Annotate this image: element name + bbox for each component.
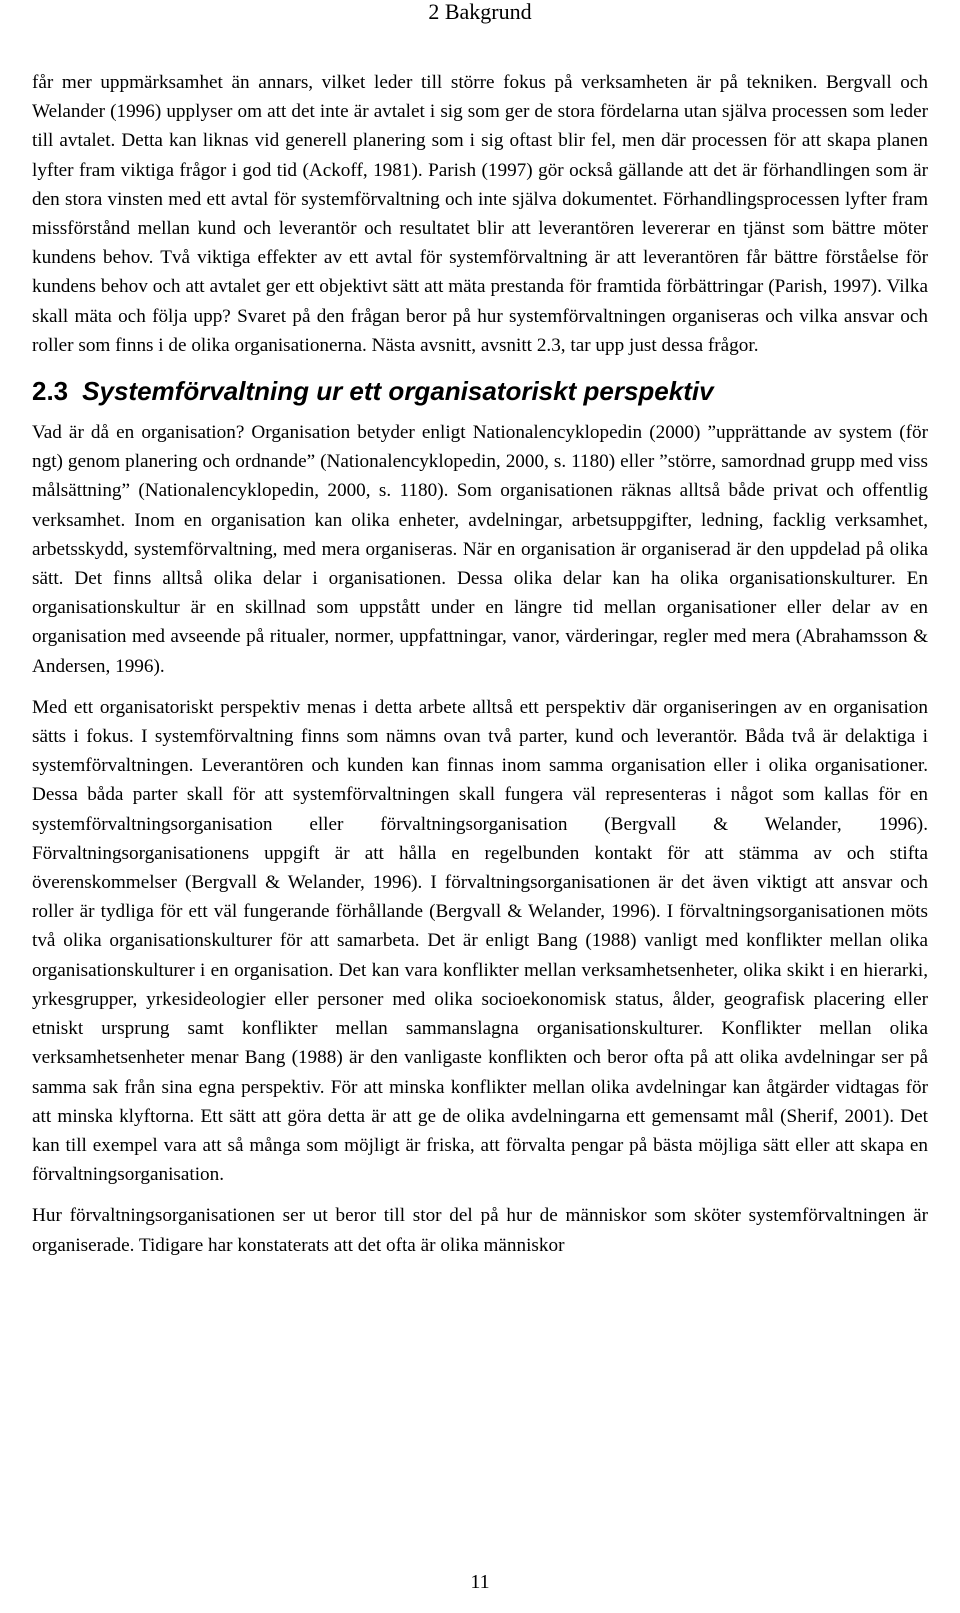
section-heading <box>32 375 928 407</box>
paragraph-perspective: Med ett organisatoriskt perspektiv menas i detta arbete alltså ett perspektiv där organiseringen av en organisation sätts i fokus. I systemförvaltning finns som nämns ovan två parter, kund och leverantör. Båda två är delaktiga i systemförvaltningen. Leverantören och kunden kan finnas inom samma organisation eller i olika organisationer. Dessa båda parter skall för att systemförvaltningen skall fungera väl representeras i något som kallas för en systemförvaltningsorganisation eller förvaltningsorganisation (Bergvall & Welander, 1996). Förvaltningsorganisationens uppgift är att hålla en regelbunden kontakt för att stämma av och stifta överenskommelser (Bergvall & Welander, 1996). I förvaltningsorganisationen är det även viktigt att ansvar och roller är tydliga för ett väl fungerande förhållande (Bergvall & Welander, 1996). I förvaltningsorganisationen möts två olika organisationskulturer för att samarbeta. Det är enligt Bang (1988) vanligt med konflikter mellan olika organisationskulturer i en organisation. Det kan vara konflikter mellan verksamhetsenheter, olika skikt i en hierarki, yrkesgrupper, yrkesideologier eller personer med olika socioekonomisk status, ålder, geografisk placering eller etniskt ursprung samt konflikter mellan sammanslagna organisationskulturer. Konflikter mellan olika verksamhetsenheter menar Bang (1988) är den vanligaste konflikten och beror ofta på att olika avdelningar ser på samma sak från sina egna perspektiv. För att minska konflikter mellan olika avdelningar kan åtgärder vidtagas för att minska klyftorna. Ett sätt att göra detta är att ge de olika avdelningarna ett gemensamt mål (Sherif, 2001). Det kan till exempel vara att så många som möjligt är friska, att förvalta pengar på bästa möjliga sätt eller att skapa en förvaltningsorganisation. <box>32 696 928 1186</box>
section-title: Systemförvaltning ur ett organisatoriskt perspektiv <box>82 376 714 407</box>
page-body <box>32 68 928 1260</box>
page-number: 11 <box>470 1571 490 1593</box>
paragraph-organisation: Vad är då en organisation? Organisation betyder enligt Nationalencyklopedin (2000) ”upprättande av system (för ngt) genom planering och ordnande” (Nationalencyklopedin, 2000, s. 1180) eller ”större, samordnad grupp med viss målsättning” (Nationalencyklopedin, 2000, s. 1180). Som organisationen räknas alltså både privat och offentlig verksamhet. Inom en organisation kan olika enheter, avdelningar, arbetsuppgifter, ledning, facklig verksamhet, arbetsskydd, systemförvaltning, med mera organiseras. När en organisation är organiserad är den uppdelad på olika sätt. Det finns alltså olika delar i organisationen. Dessa olika delar kan ha olika organisationskulturer. En organisationskultur är en skillnad som uppstått under en längre tid mellan organisationer eller delar av en organisation med avseende på ritualer, normer, uppfattningar, vanor, värderingar, regler med mera (Abrahamsson & Andersen, 1996). <box>32 422 928 677</box>
running-header: 2 Bakgrund <box>428 0 532 24</box>
paragraph-continued: får mer uppmärksamhet än annars, vilket leder till större fokus på verksamheten är på tekniken. Bergvall och Welander (1996) upplyser om att det inte är avtalet i sig som ger de stora fördelarna utan själva processen som leder till avtalet. Detta kan liknas vid generell planering som i sig oftast blir fel, men där processen för att skapa planen lyfter fram viktiga frågor i god tid (Ackoff, 1981). Parish (1997) gör också gällande att det är förhandlingen som är den stora vinsten med ett avtal för systemförvaltning och inte själva dokumentet. Förhandlingsprocessen lyfter fram missförstånd mellan kund och leverantör och resultatet blir att leverantören levererar en tjänst som bättre möter kundens behov. Två viktiga effekter av ett avtal för systemförvaltning är att leverantören får bättre förståelse för kundens behov och att avtalet ger ett objektivt sätt att mäta prestanda för framtida förbättringar (Parish, 1997). Vilka skall mäta och följa upp? Svaret på den frågan beror på hur systemförvaltningen organiseras och vilka ansvar och roller som finns i de olika organisationerna. Nästa avsnitt, avsnitt 2.3, tar upp just dessa frågor. <box>32 72 928 356</box>
paragraph-management: Hur förvaltningsorganisationen ser ut beror till stor del på hur de människor som sköter systemförvaltningen är organiserade. Tidigare har konstaterats att det ofta är olika människor <box>32 1205 928 1256</box>
section-number: 2.3 <box>32 376 69 407</box>
